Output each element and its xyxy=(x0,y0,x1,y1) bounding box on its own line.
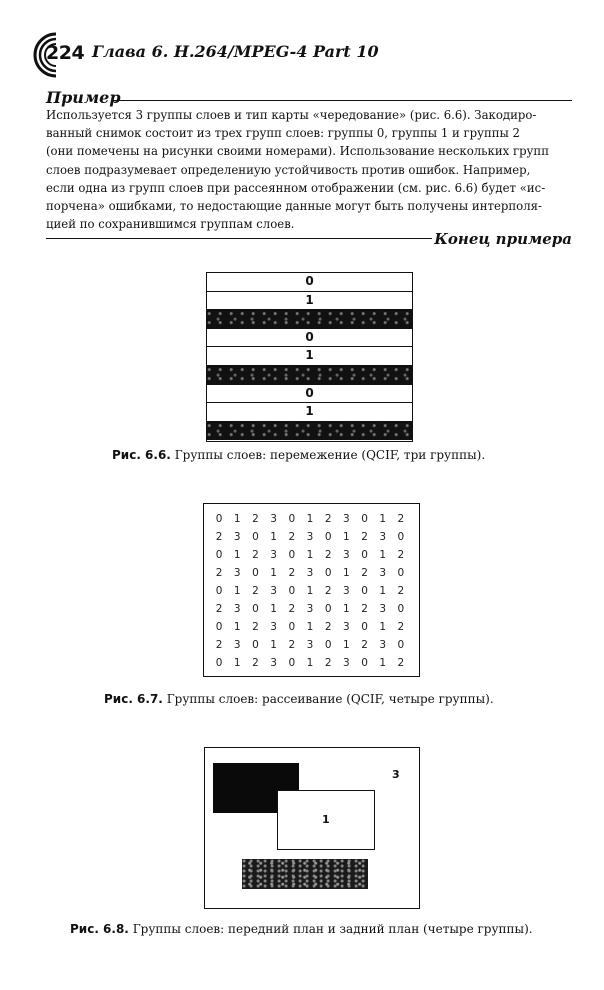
grid-cell: 2 xyxy=(324,513,332,525)
grid-cell: 3 xyxy=(233,603,241,615)
grid-cell: 1 xyxy=(379,621,387,633)
grid-cell: 0 xyxy=(252,603,259,615)
grid-cell: 0 xyxy=(361,657,368,669)
grid-cell: 1 xyxy=(343,639,350,651)
end-example-heading xyxy=(46,230,572,252)
grid-cell: 2 xyxy=(288,603,296,615)
grid-cell: 3 xyxy=(306,567,314,579)
grid-cell: 3 xyxy=(270,549,277,561)
grid-cell: 0 xyxy=(288,513,296,525)
figure-6-7-caption xyxy=(104,692,494,706)
slice-stripe-dark xyxy=(207,366,412,385)
grid-cell: 1 xyxy=(379,585,387,597)
grid-cell: 2 xyxy=(324,549,332,561)
grid-cell: 0 xyxy=(288,621,296,633)
grid-cell: 3 xyxy=(270,657,277,669)
grid-cell: 2 xyxy=(324,621,332,633)
grid-cell: 0 xyxy=(397,603,405,615)
grid-cell: 3 xyxy=(306,531,314,543)
paragraph-line: если одна из групп слоев при рассеянном отображении (см. рис. 6.6) будет «ис- xyxy=(46,180,546,195)
grid-cell: 3 xyxy=(270,621,277,633)
figure-6-8-caption xyxy=(70,922,533,936)
figure-6-6-interleaved xyxy=(206,272,413,442)
grid-cell: 1 xyxy=(343,603,350,615)
grid-cell: 1 xyxy=(306,657,314,669)
grid-cell: 2 xyxy=(252,657,259,669)
end-example-title: Конец примера xyxy=(434,230,572,248)
grid-cell: 3 xyxy=(379,567,387,579)
grid-cell: 2 xyxy=(361,639,368,651)
grid-cell: 1 xyxy=(379,549,387,561)
grid-cell: 1 xyxy=(306,549,314,561)
grid-cell: 2 xyxy=(252,621,259,633)
grid-cell: 0 xyxy=(252,531,259,543)
grid-cell: 0 xyxy=(252,567,259,579)
caption-text: Группы слоев: рассеивание (QCIF, четыре группы). xyxy=(166,692,494,706)
grid-cell: 0 xyxy=(288,585,296,597)
end-example-rule xyxy=(46,238,432,239)
caption-text: Группы слоев: перемежение (QCIF, три группы). xyxy=(174,448,486,462)
grid-cell: 1 xyxy=(270,567,277,579)
region-label-1: 1 xyxy=(322,813,330,826)
grid-cell: 0 xyxy=(215,513,223,525)
grid-cell: 0 xyxy=(288,657,296,669)
example-paragraph xyxy=(46,106,572,233)
paragraph-line: (они помечены на рисунки своими номерами). Использование нескольких групп xyxy=(46,144,550,159)
grid-cell: 0 xyxy=(215,657,223,669)
grid-cell: 0 xyxy=(324,639,332,651)
grid-cell: 1 xyxy=(233,585,241,597)
grid-cell: 2 xyxy=(252,549,259,561)
example-title: Пример xyxy=(46,88,121,107)
grid-cell: 2 xyxy=(288,639,296,651)
grid-cell: 3 xyxy=(233,531,241,543)
paragraph-line: цией по сохранившимся группам слоев. xyxy=(46,217,295,232)
example-rule xyxy=(112,100,572,101)
page-header xyxy=(30,30,570,80)
grid-cell: 2 xyxy=(397,621,405,633)
slice-stripe-dark xyxy=(207,310,412,329)
paragraph-line: слоев подразумевает определениую устойчивость против ошибок. Например, xyxy=(46,162,531,177)
grid-cell: 0 xyxy=(361,621,368,633)
grid-cell: 0 xyxy=(324,531,332,543)
grid-cell: 2 xyxy=(397,585,405,597)
figure-6-8-foreground-background xyxy=(204,747,420,909)
grid-cell: 1 xyxy=(270,531,277,543)
slice-stripe: 0 xyxy=(207,385,412,404)
grid-cell: 2 xyxy=(252,513,259,525)
grid-cell: 2 xyxy=(324,585,332,597)
grid-cell: 1 xyxy=(233,657,241,669)
grid-cell: 1 xyxy=(233,549,241,561)
grid-cell: 2 xyxy=(397,657,405,669)
foreground-region-2 xyxy=(242,859,368,889)
caption-label: Рис. 6.8. xyxy=(70,922,129,936)
grid-cell: 0 xyxy=(361,585,368,597)
foreground-region-1 xyxy=(277,790,375,850)
grid-cell: 2 xyxy=(397,549,405,561)
grid-cell: 1 xyxy=(379,513,387,525)
grid-cell: 2 xyxy=(215,639,223,651)
slice-stripe-dark xyxy=(207,422,412,441)
grid-cell: 3 xyxy=(306,603,314,615)
grid-cell: 1 xyxy=(306,621,314,633)
slice-stripe: 0 xyxy=(207,273,412,292)
caption-text: Группы слоев: передний план и задний план (четыре группы). xyxy=(132,922,533,936)
grid-cell: 0 xyxy=(215,549,223,561)
paragraph-line: Используется 3 группы слоев и тип карты «чередование» (рис. 6.6). Закодиро- xyxy=(46,108,537,122)
grid-cell: 1 xyxy=(343,567,350,579)
region-label-3: 3 xyxy=(392,768,400,781)
dispersed-grid xyxy=(210,510,410,672)
grid-cell: 0 xyxy=(288,549,296,561)
grid-cell: 2 xyxy=(324,657,332,669)
grid-cell: 1 xyxy=(270,603,277,615)
grid-cell: 3 xyxy=(379,603,387,615)
grid-cell: 3 xyxy=(233,639,241,651)
grid-cell: 0 xyxy=(252,639,259,651)
grid-cell: 3 xyxy=(379,639,387,651)
grid-cell: 2 xyxy=(361,603,368,615)
grid-cell: 1 xyxy=(270,639,277,651)
grid-cell: 0 xyxy=(215,621,223,633)
grid-cell: 0 xyxy=(324,603,332,615)
grid-cell: 0 xyxy=(361,549,368,561)
grid-cell: 3 xyxy=(343,513,350,525)
paragraph-line: порчена» ошибками, то недостающие данные могут быть получены интерполя- xyxy=(46,199,542,214)
figure-6-7-dispersed xyxy=(203,503,420,677)
paragraph-line: ванный снимок состоит из трех групп слоев: группы 0, группы 1 и группы 2 xyxy=(46,126,520,141)
figure-6-6-caption xyxy=(112,448,485,462)
grid-cell: 2 xyxy=(288,567,296,579)
grid-cell: 1 xyxy=(306,585,314,597)
grid-cell: 3 xyxy=(270,585,277,597)
grid-cell: 3 xyxy=(343,621,350,633)
slice-stripe: 1 xyxy=(207,292,412,311)
grid-cell: 1 xyxy=(306,513,314,525)
grid-cell: 0 xyxy=(361,513,368,525)
grid-cell: 2 xyxy=(215,531,223,543)
page-number: 224 xyxy=(46,42,85,64)
slice-stripe: 1 xyxy=(207,347,412,366)
slice-stripe: 0 xyxy=(207,329,412,348)
grid-cell: 2 xyxy=(361,531,368,543)
grid-cell: 2 xyxy=(288,531,296,543)
grid-cell: 2 xyxy=(252,585,259,597)
grid-cell: 3 xyxy=(343,585,350,597)
grid-cell: 3 xyxy=(343,657,350,669)
grid-cell: 3 xyxy=(379,531,387,543)
caption-label: Рис. 6.6. xyxy=(112,448,171,462)
grid-cell: 2 xyxy=(361,567,368,579)
grid-cell: 0 xyxy=(397,639,405,651)
slice-stripe: 1 xyxy=(207,403,412,422)
grid-cell: 1 xyxy=(343,531,350,543)
grid-cell: 0 xyxy=(215,585,223,597)
grid-cell: 1 xyxy=(233,513,241,525)
chapter-title: Глава 6. H.264/MPEG-4 Part 10 xyxy=(92,42,379,61)
caption-label: Рис. 6.7. xyxy=(104,692,163,706)
grid-cell: 0 xyxy=(324,567,332,579)
grid-cell: 2 xyxy=(397,513,405,525)
grid-cell: 3 xyxy=(306,639,314,651)
grid-cell: 1 xyxy=(379,657,387,669)
grid-cell: 3 xyxy=(233,567,241,579)
grid-cell: 2 xyxy=(215,567,223,579)
grid-cell: 3 xyxy=(270,513,277,525)
grid-cell: 0 xyxy=(397,567,405,579)
grid-cell: 3 xyxy=(343,549,350,561)
grid-cell: 1 xyxy=(233,621,241,633)
example-heading xyxy=(46,88,572,108)
grid-cell: 2 xyxy=(215,603,223,615)
grid-cell: 0 xyxy=(397,531,405,543)
